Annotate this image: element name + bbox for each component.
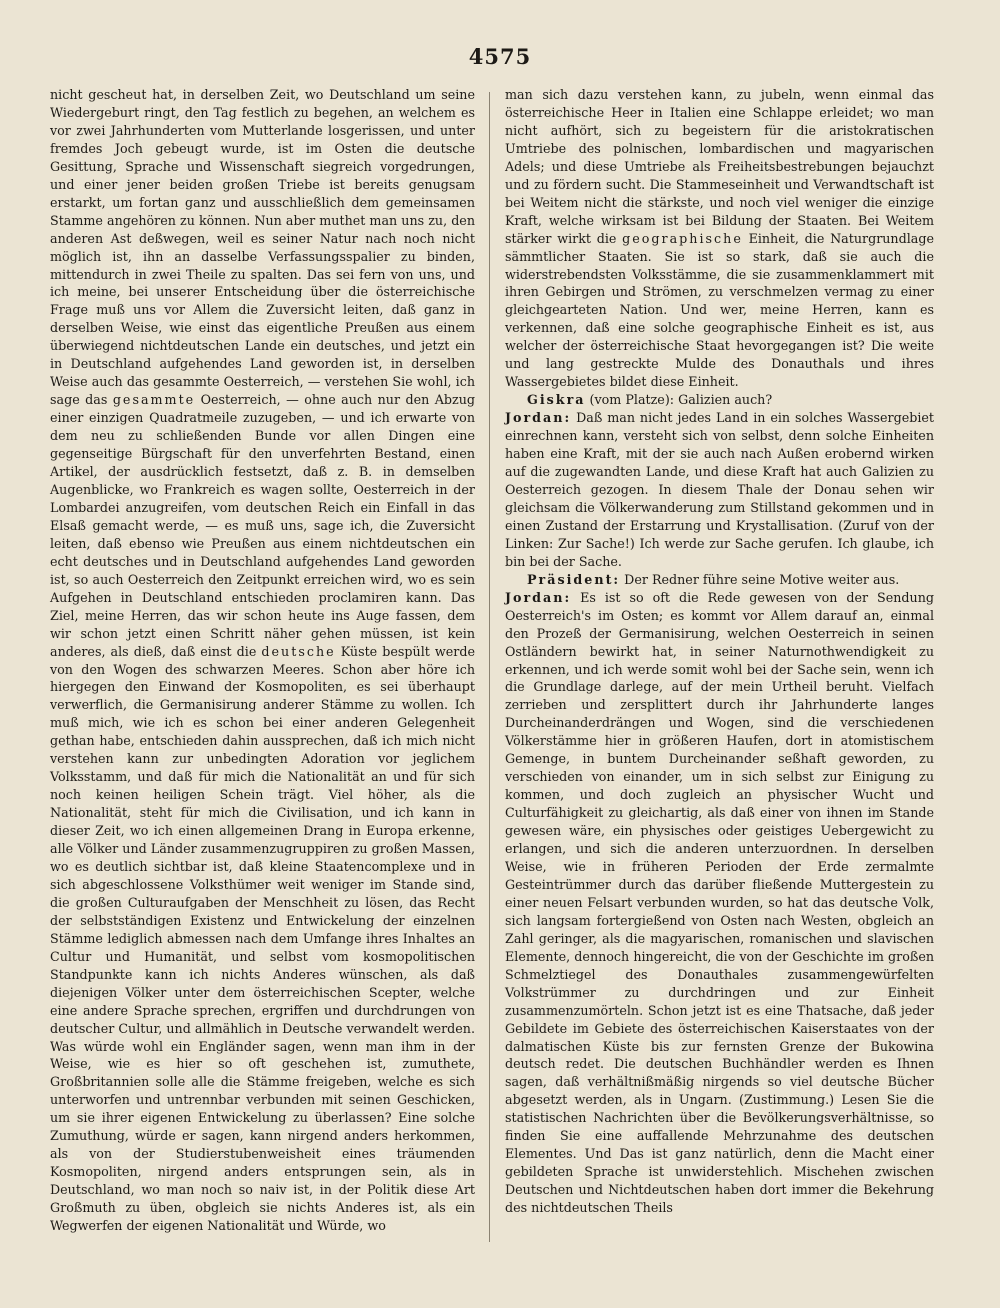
- speaker-name: Giskra: [527, 392, 586, 408]
- page-number: 4575: [468, 44, 532, 69]
- paragraph-part: Einheit, die Naturgrundlage sämmtlicher Staaten. Sie ist so stark, daß sie auch die widerstrebendsten Volksstämme, die sie zusammenklammert mit ihren Gebirgen und Strömen, zu verschmelzen vermag zu einer gleichgearteten Nation. Und wer, meine Herren, kann es verkennen, daß eine solche geographische Einheit es ist, aus welcher der österreichische Staat hevorgegangen ist? Die weite und lang gestreckte Mulde des Donauthals und ihres Wassergebietes bildet diese Einheit.: [505, 230, 934, 390]
- speech-text: Der Redner führe seine Motive weiter aus.: [624, 571, 900, 587]
- speaker-name: Jordan:: [505, 410, 572, 426]
- paragraph-part: Oesterreich, — ohne auch nur den Abzug einer einzigen Quadratmeile zuzugeben, — und ich erwarte von dem neu zu schließenden Bunde vor allen Dingen eine gegenseitige Bürgschaft für den unverfehrten Bestand, einen Artikel, der ausdrücklich festsetzt, daß z. B. in demselben Augenblicke, wo Frankreich es wagen sollte, Oesterreich in der Lombardei anzugreifen, vom deutschen Reich ein Einfall in das Elsaß gemacht werde, — es muß uns, sage ich, die Zuversicht leiten, daß ebenso wie Preußen aus einem nichtdeutschen ein echt deutsches und in Deutschland aufgehendes Land geworden ist, so auch Oesterreich den Zeitpunkt erreichen wird, wo es sein Aufgehen in Deutschland entschieden proclamiren kann. Das Ziel, meine Herren, das wir schon heute ins Auge fassen, dem wir schon jetzt einen Schritt näher gehen müssen, ist kein anderes, als dieß, daß einst die: [50, 392, 475, 659]
- column-divider: [489, 92, 490, 1242]
- right-column-text: [505, 86, 934, 391]
- paragraph-part: man sich dazu verstehen kann, zu jubeln, wenn einmal das österreichische Heer in Italien eine Schlappe erleidet; wo man nicht aufhört, sich zu begeistern für die aristokratischen Umtriebe des polnischen, lombardischen und magyarischen Adels; und diese Umtriebe als Freiheitsbestrebungen bejauchzt und zu fördern sucht. Die Stammeseinheit und Verwandtschaft ist bei Weitem nicht die stärkste, und noch viel weniger die einzige Kraft, welche wirksam ist bei Bildung der Staaten. Bei Weitem stärker wirkt die: [505, 87, 934, 246]
- speech: [505, 409, 934, 571]
- emphasized-word: geographische: [622, 230, 743, 246]
- speaker-name: Jordan:: [505, 589, 572, 605]
- right-column: [505, 86, 934, 1217]
- paragraph-part: nicht gescheut hat, in derselben Zeit, wo Deutschland um seine Wiedergeburt ringt, den Tag festlich zu begehen, an welchem es vor zwei Jahrhunderten vom Mutterlande losgerissen, und unter fremdes Joch gebeugt wurde, ist im Osten die deutsche Gesittung, Sprache und Wissenschaft siegreich vorgedrungen, und einer jener beiden großen Triebe ist bereits genugsam erstarkt, um fortan ganz und ausschließlich dem gemeinsamen Stamme angehören zu können. Nun aber muthet man uns zu, den anderen Ast deßwegen, weil es seiner Natur nach noch nicht möglich ist, ihn an dasselbe Verfassungsspalier zu binden, mittendurch in zwei Theile zu spalten. Das sei fern von uns, und ich meine, bei unserer Entscheidung über die österreichische Frage muß uns vor Allem die Zuversicht leiten, daß ganz in derselben Weise, wie einst das eigentliche Preußen aus einem überwiegend nichtdeutschen Lande ein deutsches, und jetzt ein in Deutschland aufgehendes Land geworden ist, in derselben Weise auch das gesammte Oesterreich, — verstehen Sie wohl, ich sage das: [50, 87, 475, 408]
- speech: [505, 589, 934, 1217]
- left-column: [50, 86, 475, 1235]
- emphasized-word: deutsche: [261, 643, 336, 659]
- speech-text: Daß man nicht jedes Land in ein solches Wassergebiet einrechnen kann, versteht sich von selbst, denn solche Einheiten haben eine Kraft, mit der sie auch nach Außen erobernd wirken auf die zugewandten Lande, und diese Kraft hat auch Galizien zu Oesterreich gezogen. In diesem Thale der Donau sehen wir gleichsam die Völkerwanderung zum Stillstand gekommen und in einen Zustand der Erstarrung und Krystallisation. (Zuruf von der Linken: Zur Sache!) Ich werde zur Sache gerufen. Ich glaube, ich bin bei der Sache.: [505, 410, 934, 569]
- speech-text: Es ist so oft die Rede gewesen von der Sendung Oesterreich's im Osten; es kommt vor Allem darauf an, einmal den Prozeß der Germanisirung, welchen Oesterreich in seinen Ostländern bewirkt hat, in seiner Naturnothwendigkeit zu erkennen, und ich werde somit wohl bei der Sache sein, wenn ich die Grundlage darlege, auf der mein Urtheil beruht. Vielfach zerrieben und zersplittert durch ihr Jahrhunderte langes Durcheinanderdrängen und Wogen, sind die verschiedenen Völkerstämme hier in größeren Haufen, dort in atomistischem Gemenge, in buntem Durcheinander seßhaft geworden, zu verschieden von einander, um in sich selbst zur Einigung zu kommen, und doch zugleich an physischer Wucht und Culturfähigkeit zu gleichartig, als daß einer von ihnen im Stande gewesen wäre, ein physisches oder geistiges Uebergewicht zu erlangen, und sich die anderen unterzuordnen. In derselben Weise, wie in früheren Perioden der Erde zermalmte Gesteintrümmer durch das darüber fließende Muttergestein zu einer neuen Felsart verbunden wurden, so hat das deutsche Volk, sich langsam fortergießend von Osten nach Westen, obgleich an Zahl geringer, als die magyarischen, romanischen und slavischen Elemente, dennoch hingereicht, die von der Geschichte im großen Schmelztiegel des Donauthales zusammengewürfelten Volkstrümmer zu durchdringen und zur Einheit zusammenzumörteln. Schon jetzt ist es eine Thatsache, daß jeder Gebildete im Gebiete des österreichischen Kaiserstaates von der dalmatischen Küste bis zur fernsten Grenze der Bukowina deutsch redet. Die deutschen Buchhändler werden es Ihnen sagen, daß verhältnißmäßig nirgends so viel deutsche Bücher abgesetzt werden, als in Ungarn. (Zustimmung.) Lesen Sie die statistischen Nachrichten über die Bevölkerungsverhältnisse, so finden Sie eine auffallende Mehrzunahme des deutschen Elementes. Und Das ist ganz natürlich, denn die Macht einer gebildeten Sprache ist unwiderstehlich. Mischehen zwischen Deutschen und Nichtdeutschen haben dort immer die Bekehrung des nichtdeutschen Theils: [505, 589, 934, 1216]
- paragraph-part: Küste bespült werde von den Wogen des schwarzen Meeres. Schon aber höre ich hiergegen den Einwand der Kosmopoliten, es sei überhaupt verwerflich, die Germanisirung anderer Stämme zu wollen. Ich muß mich, wie ich es schon bei einer anderen Gelegenheit gethan habe, entschieden dahin aussprechen, daß ich mich nicht verstehen kann zur unbedingten Adoration vor jeglichem Volksstamm, und daß für mich die Nationalität an und für sich noch keinen heiligen Schein trägt. Viel höher, als die Nationalität, steht für mich die Civilisation, und ich kann in dieser Zeit, wo ich einen allgemeinen Drang in Europa erkenne, alle Völker und Länder zusammenzugruppiren zu großen Massen, wo es deutlich sichtbar ist, daß kleine Staatencomplexe und in sich abgeschlossene Volksthümer weit weniger im Stande sind, die großen Culturaufgaben der Menschheit zu lösen, das Recht der selbstständigen Existenz und Entwickelung der einzelnen Stämme lediglich abmessen nach dem Umfange ihres Inhaltes an Cultur und Humanität, und selbst vom kosmopolitischen Standpunkte kann ich nichts Anderes wünschen, als daß diejenigen Völker unter dem österreichischen Scepter, welche eine andere Sprache sprechen, ergriffen und durchdrungen von deutscher Cultur, und allmählich in Deutsche verwandelt werden. Was würde wohl ein Engländer sagen, wenn man ihm in der Weise, wie es hier so oft geschehen ist, zumuthete, Großbritannien solle alle die Stämme freigeben, welche es sich unterworfen und untrennbar verbunden mit seinen Geschicken, um sie ihrer eigenen Entwickelung zu überlassen? Eine solche Zumuthung, würde er sagen, kann nirgend anders herkommen, als von der Studierstubenweisheit eines träumenden Kosmopoliten, nirgend anders entsprungen sein, als in Deutschland, wo man noch so naiv ist, in der Politik diese Art Großmuth zu üben, obgleich sie nichts Anderes ist, als ein Wegwerfen der eigenen Nationalität und Würde, wo: [50, 643, 475, 1234]
- interjection: [505, 391, 934, 409]
- speaker-name: Präsident:: [527, 571, 621, 587]
- left-column-text: [50, 86, 475, 1235]
- speech: [505, 571, 934, 589]
- interjection-text: (vom Platze): Galizien auch?: [589, 392, 773, 408]
- emphasized-word: gesammte: [112, 392, 196, 408]
